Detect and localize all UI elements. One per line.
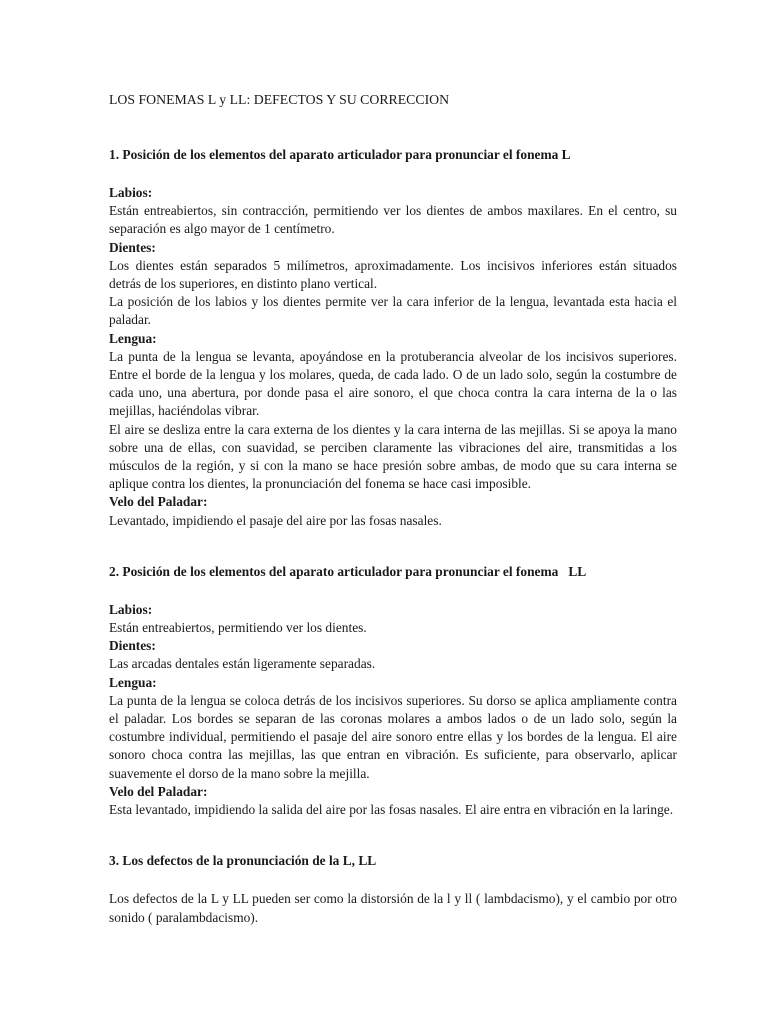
section-3-heading: 3. Los defectos de la pronunciación de la L, LL [109,853,377,869]
lengua-text: El aire se desliza entre la cara externa de los dientes y la cara interna de las mejillas. Si se apoya la mano sobre una de ellas, con suavidad, se perciben claramente las vibraciones del aire, transmitidas a los músculos de la región, y si con la mano se hace presión sobre ambas, de modo que su cara interna se aplique contra los dientes, la pronunciación del fonema se hace casi imposible. [109,421,677,492]
lengua-label: Lengua: [109,674,157,690]
dientes-text: Las arcadas dentales están ligeramente separadas. [109,656,376,672]
dientes-text: Los dientes están separados 5 milímetros, aproximadamente. Los incisivos inferiores están situados detrás de los superiores, en distinto plano vertical. [109,257,677,292]
section-1 [109,146,677,530]
velo-text: Esta levantado, impidiendo la salida del aire por las fosas nasales. El aire entra en vibración en la laringe. [109,802,674,818]
dientes-label: Dientes: [109,638,156,654]
section-2-heading: 2. Posición de los elementos del aparato articulador para pronunciar el fonema LL [109,563,587,579]
velo-text: Levantado, impidiendo el pasaje del aire por las fosas nasales. [109,512,442,528]
document-title: LOS FONEMAS L y LL: DEFECTOS Y SU CORRECCION [109,92,450,107]
section-1-heading: 1. Posición de los elementos del aparato articulador para pronunciar el fonema L [109,147,571,162]
section-3-text: Los defectos de la L y LL pueden ser como la distorsión de la l y ll ( lambdacismo), y el cambio por otro sonido ( paralambdacismo). [109,891,677,925]
lengua-text: La punta de la lengua se levanta, apoyándose en la protuberancia alveolar de los incisivos superiores. Entre el borde de la lengua y los molares, queda, de cada lado. O de un lado solo, según la costumbre de cada uno, una abertura, por donde pasa el aire sonoro, el que choca contra la cara interna de la o las mejillas, haciéndolas vibrar. [109,348,677,419]
velo-label: Velo del Paladar: [109,783,208,799]
labios-label: Labios: [109,185,153,200]
dientes-text: La posición de los labios y los dientes permite ver la cara inferior de la lengua, levantada esta hacia el paladar. [109,294,677,328]
document-page [109,91,677,927]
lengua-text: La punta de la lengua se coloca detrás de los incisivos superiores. Su dorso se aplica ampliamente contra el paladar. Los bordes se separan de las coronas molares a ambos lados o de un lado solo, según la costumbre individual, permitiendo el pasaje del aire sonoro entre ellas y los bordes de la lengua. El aire sonoro choca contra las mejillas, las que entran en vibración. Es suficiente, para observarlo, aplicar suavemente el dorso de la mano sobre la mejilla. [109,692,677,781]
dientes-label: Dientes: [109,239,156,255]
labios-label: Labios: [109,601,153,617]
labios-text: Están entreabiertos, permitiendo ver los dientes. [109,620,367,636]
labios-text: Están entreabiertos, sin contracción, permitiendo ver los dientes de ambos maxilares. En el centro, su separación es algo mayor de 1 centímetro. [109,203,677,237]
lengua-label: Lengua: [109,330,157,346]
section-2 [109,563,677,819]
velo-label: Velo del Paladar: [109,494,208,510]
section-3 [109,852,677,926]
